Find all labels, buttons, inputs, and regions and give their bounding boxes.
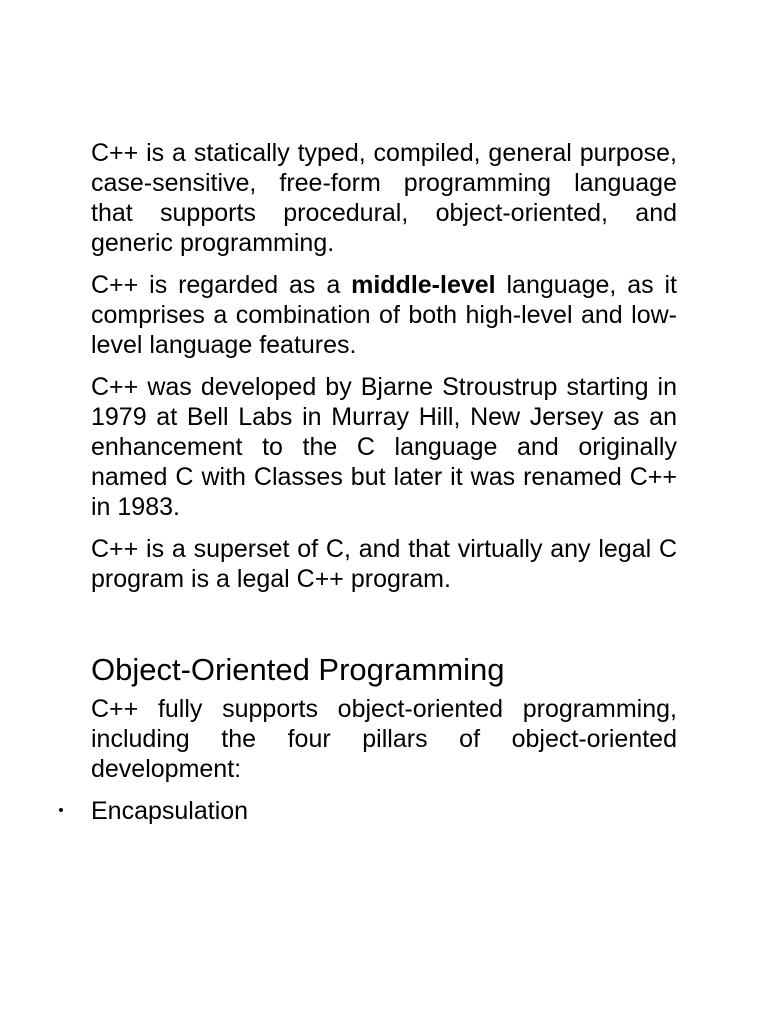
- document-page: [91, 138, 677, 826]
- section-heading: Object-Oriented Programming: [91, 652, 505, 687]
- paragraph-middle-level: [91, 270, 677, 360]
- paragraph-intro: C++ is a statically typed, compiled, general purpose, case-sensitive, free-form programming language that supports procedural, object-oriented, and generic programming.: [91, 139, 677, 257]
- bullet-icon: [59, 808, 63, 812]
- list-item: [91, 796, 677, 826]
- bullet-list: [91, 796, 677, 826]
- paragraph-history: C++ was developed by Bjarne Stroustrup starting in 1979 at Bell Labs in Murray Hill, New Jersey as an enhancement to the C language and originally named C with Classes but later it was renamed C++ in 1983.: [91, 373, 677, 521]
- middle-level-emphasis: middle-level: [351, 271, 496, 299]
- paragraph-superset: C++ is a superset of C, and that virtually any legal C program is a legal C++ program.: [91, 535, 677, 593]
- paragraph-middle-level-text-after: language, as it comprises a combination of both high-level and low-level language features.: [91, 271, 677, 359]
- paragraph-middle-level-text-before: C++ is regarded as a: [91, 271, 352, 299]
- list-item-label: Encapsulation: [91, 797, 249, 825]
- section-intro: C++ fully supports object-oriented programming, including the four pillars of object-oriented development:: [91, 695, 677, 783]
